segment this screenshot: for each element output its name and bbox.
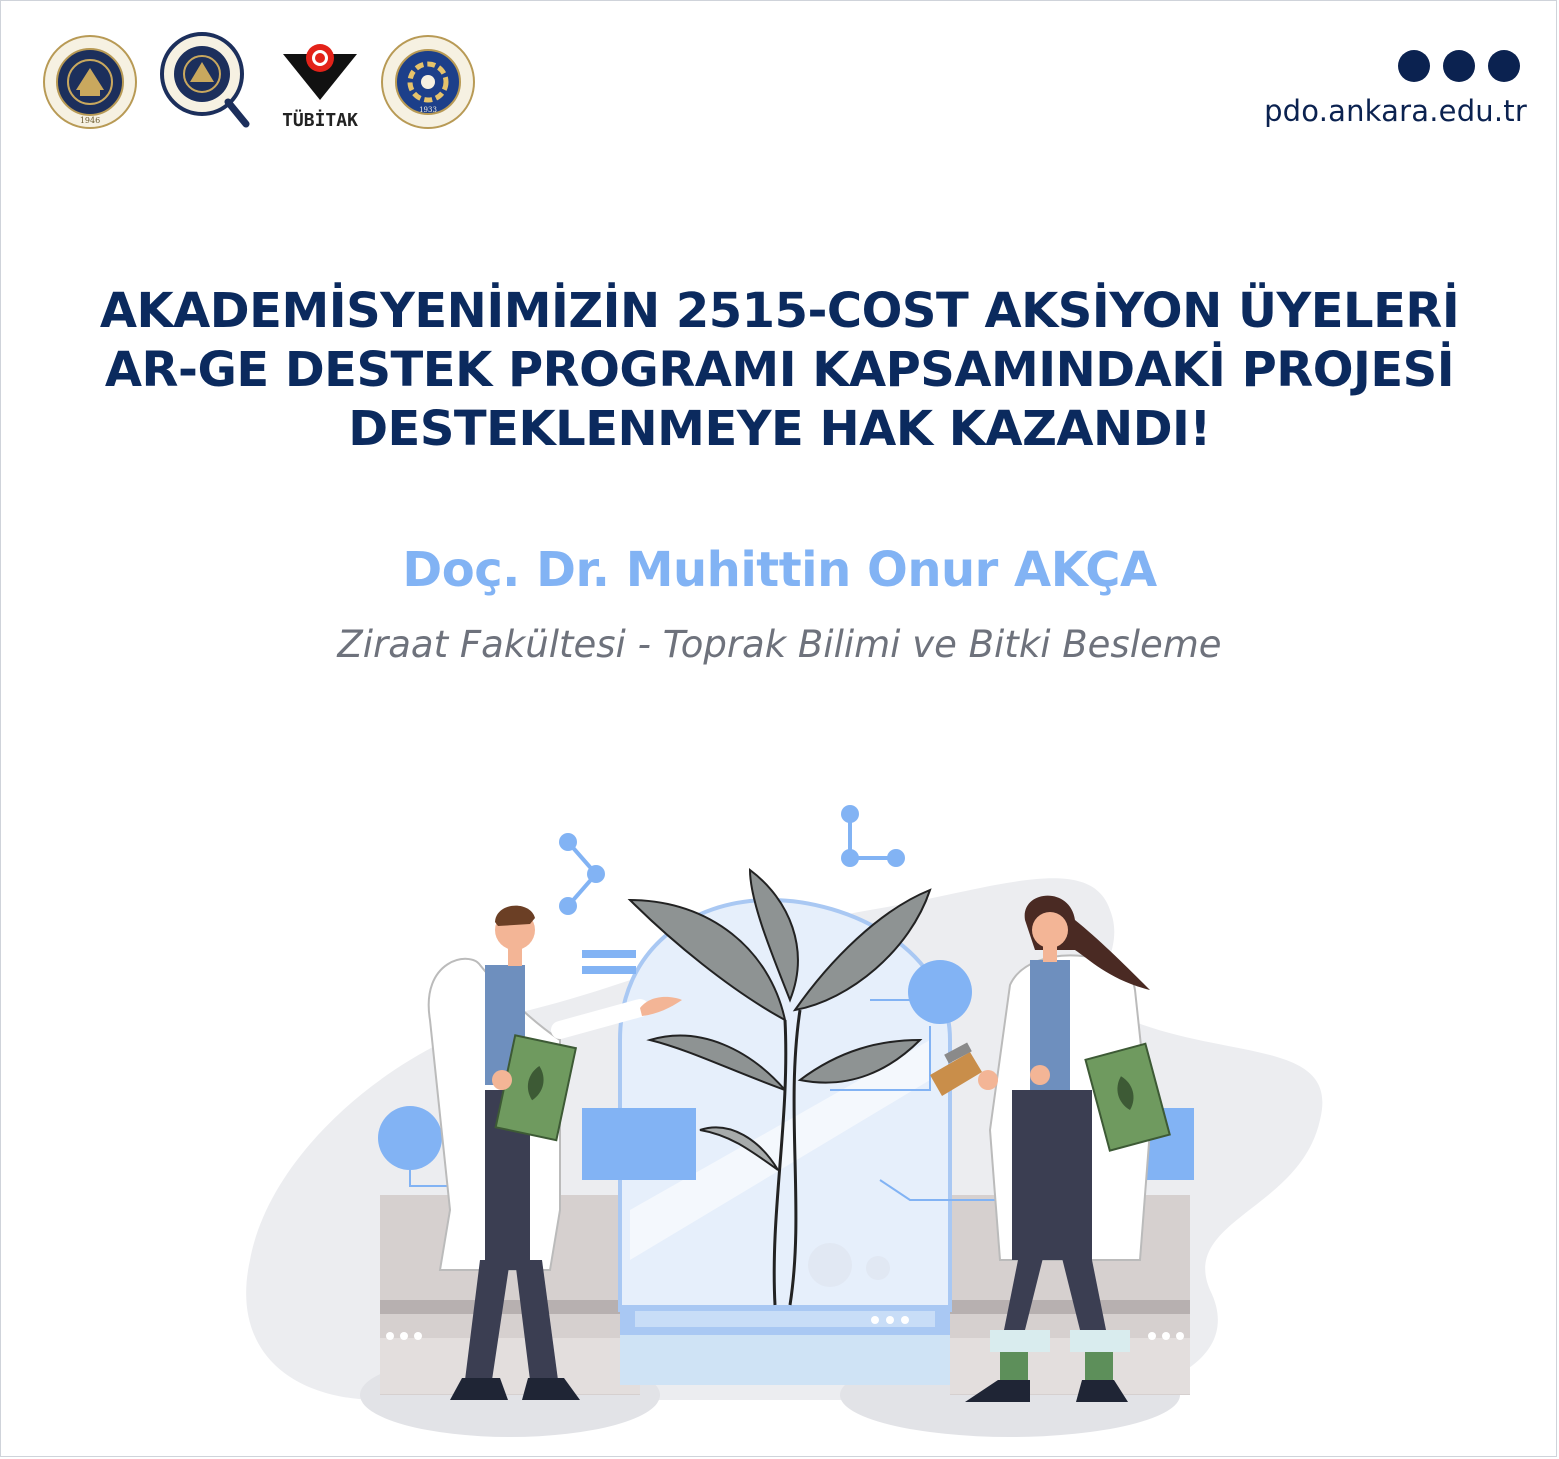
svg-text:1946: 1946 <box>79 116 101 125</box>
logo-row <box>40 30 490 140</box>
ankara-university-seal-logo <box>42 34 138 130</box>
more-dots-icon <box>1398 50 1523 82</box>
headline-line: AKADEMİSYENİMİZİN 2515-COST AKSİYON ÜYELERİ <box>99 283 1460 339</box>
dot-icon <box>1443 50 1475 82</box>
dot-icon <box>1398 50 1430 82</box>
ziraat-faculty-logo <box>380 34 476 130</box>
website-url[interactable]: pdo.ankara.edu.tr <box>1264 94 1527 128</box>
headline <box>40 282 1519 459</box>
svg-text:TÜBİTAK: TÜBİTAK <box>282 110 358 131</box>
svg-text:1933: 1933 <box>419 106 437 114</box>
headline-line: AR-GE DESTEK PROGRAMI KAPSAMINDAKİ PROJESİ <box>104 342 1455 398</box>
research-office-magnifier-logo <box>160 32 252 132</box>
department: Ziraat Fakültesi - Toprak Bilimi ve Bitki Besleme <box>337 623 1222 666</box>
dot-icon <box>1488 50 1520 82</box>
tubitak-logo <box>275 36 365 132</box>
headline-line: DESTEKLENMEYE HAK KAZANDI! <box>348 401 1211 457</box>
scientists-plant-illustration <box>230 790 1330 1459</box>
academic-name: Doç. Dr. Muhittin Onur AKÇA <box>402 542 1157 598</box>
